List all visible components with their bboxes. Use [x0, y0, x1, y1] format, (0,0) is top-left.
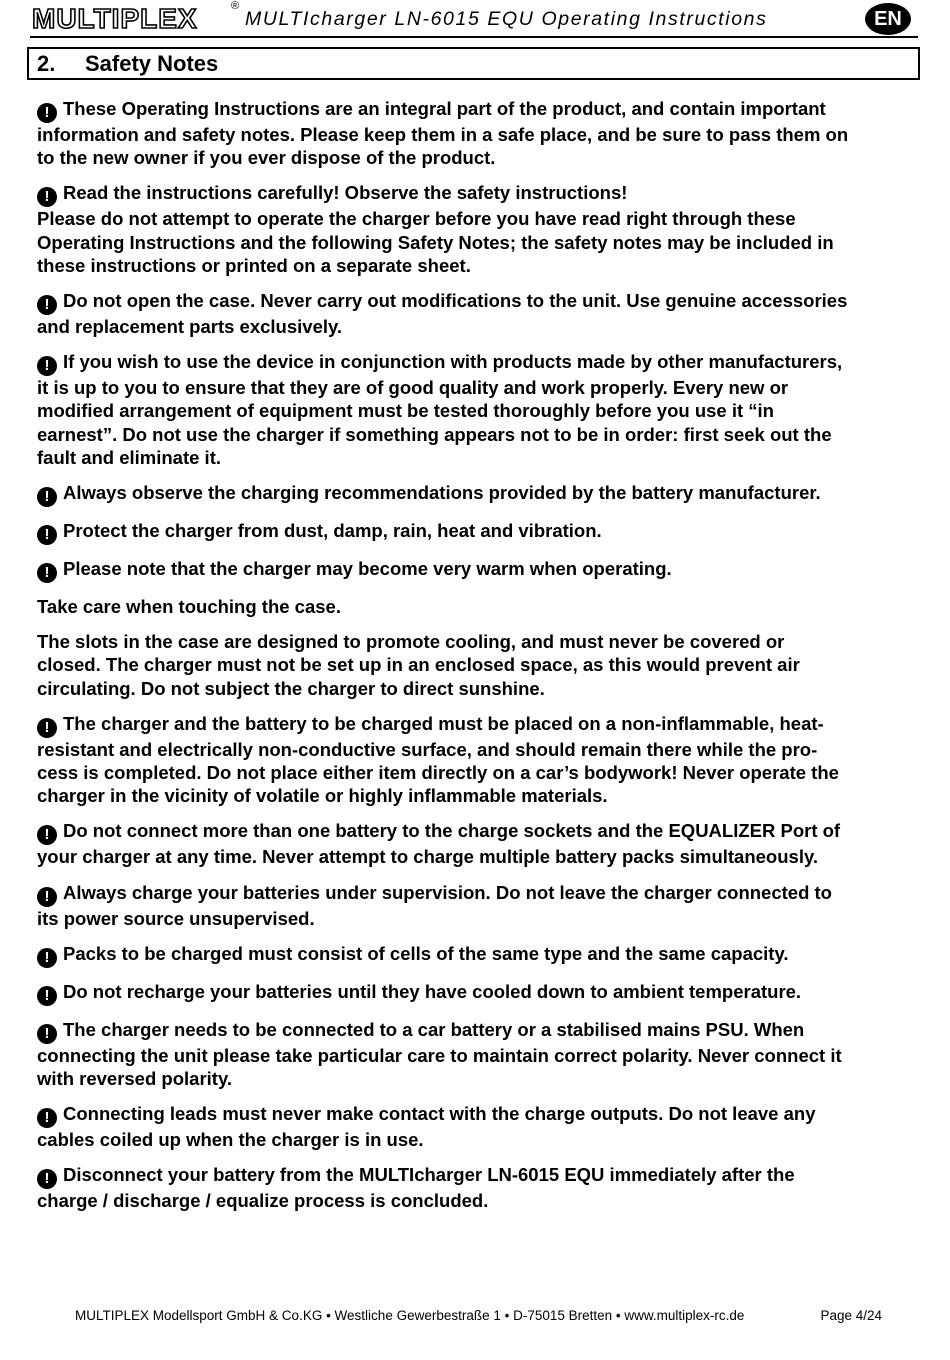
warning-bullet-icon: ! — [37, 356, 57, 376]
safety-note-text: Do not open the case. Never carry out modifications to the unit. Use genuine accessories and replacement parts exclusively. — [37, 290, 848, 338]
warning-bullet-icon: ! — [37, 1024, 57, 1044]
safety-note — [37, 207, 917, 277]
safety-note-text: The slots in the case are designed to promote cooling, and must never be covered or closed. The charger must not be set up in an enclosed space, as this would prevent air circulating. Do not subject the charger to direct sunshine. — [37, 631, 800, 699]
warning-bullet-icon: ! — [37, 525, 57, 545]
safety-note-text: The charger and the battery to be charged must be placed on a non-inflammable, heat- resistant and electrically non-conductive surface, and should remain there while the pro- cess is completed. Do not place either item directly on a car’s bodywork! Never operate the charger in the vicinity of volatile or highly inflammable materials. — [37, 712, 839, 807]
section-title: Safety Notes — [85, 51, 219, 76]
document-title: MULTIcharger LN-6015 EQU Operating Instructions — [245, 8, 768, 30]
multiplex-logo: MULTIPLEX — [32, 3, 198, 34]
warning-bullet-icon: ! — [37, 563, 57, 583]
safety-note — [37, 1163, 917, 1212]
safety-note-text: Protect the charger from dust, damp, rain, heat and vibration. — [63, 520, 602, 542]
warning-bullet-icon: ! — [37, 187, 57, 207]
safety-note — [37, 1018, 917, 1090]
safety-note — [37, 819, 917, 868]
safety-note — [37, 942, 917, 968]
safety-note-text: Do not recharge your batteries until they have cooled down to ambient temperature. — [63, 980, 802, 1002]
warning-bullet-icon: ! — [37, 887, 57, 907]
safety-note — [37, 1102, 917, 1151]
warning-bullet-icon: ! — [37, 986, 57, 1006]
safety-note-text: Do not connect more than one battery to the charge sockets and the EQUALIZER Port of your charger at any time. Never attempt to charge multiple battery packs simultaneously. — [37, 820, 841, 868]
safety-note — [37, 97, 917, 169]
safety-note — [37, 712, 917, 808]
safety-note — [37, 181, 917, 207]
warning-bullet-icon: ! — [37, 1108, 57, 1128]
warning-bullet-icon: ! — [37, 295, 57, 315]
safety-note — [37, 595, 917, 618]
safety-note — [37, 519, 917, 545]
section-heading — [27, 47, 920, 80]
safety-note-text: These Operating Instructions are an integral part of the product, and contain important information and safety notes. Please keep them in a safe place, and be sure to pass them on to the new owner if you ever dispose of the product. — [37, 98, 849, 169]
safety-note-text: Please do not attempt to operate the charger before you have read right through these Operating Instructions and the following Safety Notes; the safety notes may be included in these instructions or printed on a separate sheet. — [37, 208, 834, 276]
warning-bullet-icon: ! — [37, 103, 57, 123]
safety-notes-body — [37, 97, 917, 1225]
registered-mark: ® — [231, 0, 240, 12]
safety-note — [37, 630, 917, 700]
safety-note-text: Always charge your batteries under supervision. Do not leave the charger connected to its power source unsupervised. — [37, 881, 832, 929]
safety-note — [37, 881, 917, 930]
section-number: 2. — [37, 51, 56, 76]
warning-bullet-icon: ! — [37, 825, 57, 845]
warning-bullet-icon: ! — [37, 487, 57, 507]
warning-bullet-icon: ! — [37, 948, 57, 968]
safety-note — [37, 980, 917, 1006]
safety-note-text: Take care when touching the case. — [37, 596, 341, 618]
safety-note-text: Packs to be charged must consist of cells of the same type and the same capacity. — [63, 942, 789, 964]
language-badge: EN — [865, 3, 911, 35]
warning-bullet-icon: ! — [37, 718, 57, 738]
safety-note — [37, 481, 917, 507]
warning-bullet-icon: ! — [37, 1169, 57, 1189]
safety-note-text: Disconnect your battery from the MULTIcharger LN-6015 EQU immediately after the charge / discharge / equalize process is concluded. — [37, 1164, 795, 1212]
page-header — [30, 0, 918, 38]
header-divider — [30, 36, 918, 38]
safety-note — [37, 289, 917, 338]
safety-note-text: Read the instructions carefully! Observe the safety instructions! — [63, 182, 628, 204]
safety-note-text: The charger needs to be connected to a car battery or a stabilised mains PSU. When connecting the unit please take particular care to maintain correct polarity. Never connect it with reversed polarity. — [37, 1018, 842, 1090]
safety-note — [37, 557, 917, 583]
footer-address: MULTIPLEX Modellsport GmbH & Co.KG • Westliche Gewerbestraße 1 • D-75015 Bretten • www.multiplex-rc.de — [75, 1308, 745, 1323]
safety-note — [37, 350, 917, 469]
page-number: Page 4/24 — [820, 1308, 882, 1323]
safety-note-text: Connecting leads must never make contact with the charge outputs. Do not leave any cables coiled up when the charger is in use. — [37, 1103, 816, 1151]
safety-note-text: If you wish to use the device in conjunction with products made by other manufacturers, it is up to you to ensure that they are of good quality and work properly. Every new or modified arrangement of equipment must be tested thoroughly before you use it “in earnest”. Do not use the charger if something appears not to be in order: first seek out the fault and eliminate it. — [37, 351, 843, 468]
safety-note-text: Always observe the charging recommendations provided by the battery manufacturer. — [63, 482, 821, 504]
safety-note-text: Please note that the charger may become very warm when operating. — [63, 558, 672, 580]
